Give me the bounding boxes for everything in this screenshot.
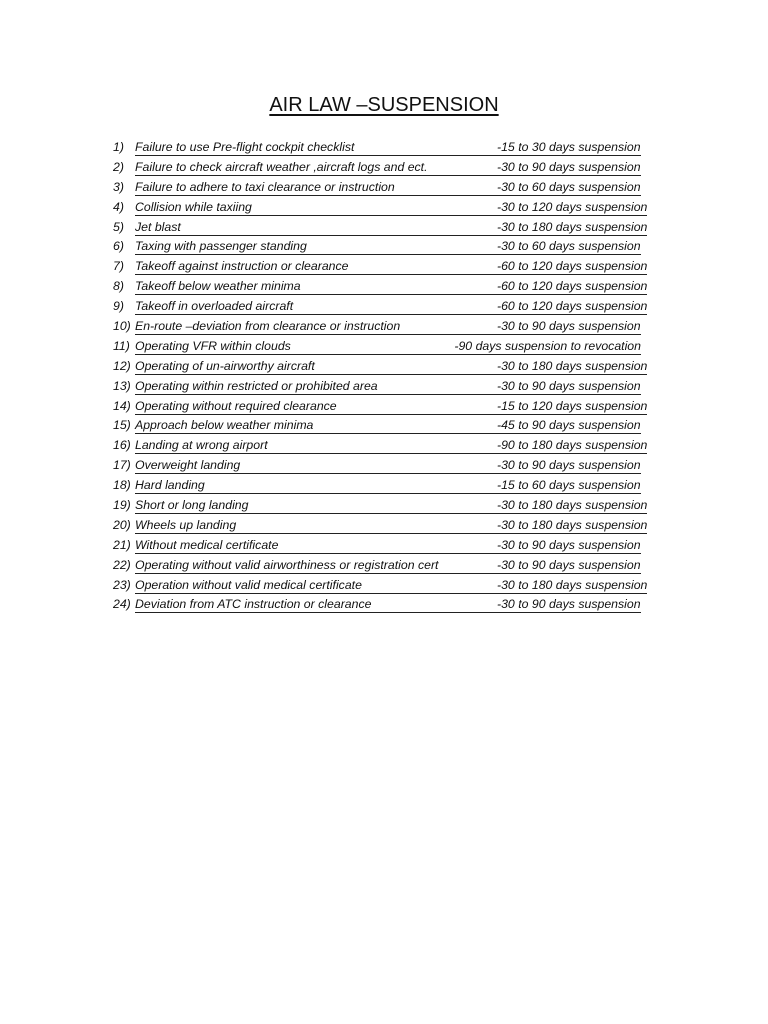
item-number: 6) — [113, 239, 124, 254]
item-number: 21) — [113, 537, 131, 552]
list-item — [0, 257, 768, 277]
item-penalty: -30 to 180 days suspension — [497, 517, 648, 532]
list-item — [0, 496, 768, 516]
item-number: 8) — [113, 279, 124, 294]
list-item — [0, 198, 768, 218]
item-number: 13) — [113, 378, 131, 393]
item-penalty: -30 to 90 days suspension — [497, 159, 641, 174]
list-item — [0, 436, 768, 456]
item-number: 15) — [113, 418, 131, 433]
item-penalty: -30 to 180 days suspension — [497, 498, 648, 513]
item-number: 24) — [113, 597, 131, 612]
list-item — [0, 138, 768, 158]
item-penalty: -30 to 90 days suspension — [497, 378, 641, 393]
list-item — [0, 556, 768, 576]
item-number: 17) — [113, 458, 131, 473]
document-title-text: AIR LAW –SUSPENSION — [269, 94, 499, 116]
item-penalty: -90 days suspension to revocation — [454, 338, 641, 353]
document-title — [0, 94, 768, 117]
item-description: Operating without valid airworthiness or registration cert — [135, 557, 439, 572]
item-number: 5) — [113, 219, 124, 234]
list-item — [0, 595, 768, 615]
item-number: 19) — [113, 498, 131, 513]
item-penalty: -60 to 120 days suspension — [497, 259, 648, 274]
item-description: Approach below weather minima — [135, 418, 314, 433]
item-number: 14) — [113, 398, 131, 413]
list-item — [0, 178, 768, 198]
item-number: 18) — [113, 478, 131, 493]
item-description: En-route –deviation from clearance or instruction — [135, 319, 401, 334]
item-description: Operating VFR within clouds — [135, 338, 291, 353]
item-description: Operating of un-airworthy aircraft — [135, 358, 315, 373]
item-penalty: -30 to 180 days suspension — [497, 358, 648, 373]
item-description: Without medical certificate — [135, 537, 279, 552]
item-number: 12) — [113, 358, 131, 373]
item-description: Short or long landing — [135, 498, 249, 513]
list-item — [0, 218, 768, 238]
item-number: 2) — [113, 159, 124, 174]
list-item — [0, 416, 768, 436]
item-description: Taxing with passenger standing — [135, 239, 307, 254]
item-penalty: -30 to 90 days suspension — [497, 319, 641, 334]
item-description: Deviation from ATC instruction or clearance — [135, 597, 372, 612]
item-description: Takeoff below weather minima — [135, 279, 301, 294]
item-penalty: -60 to 120 days suspension — [497, 279, 648, 294]
item-number: 3) — [113, 179, 124, 194]
item-description: Failure to use Pre-flight cockpit checklist — [135, 140, 355, 154]
item-number: 20) — [113, 517, 131, 532]
item-penalty: -30 to 60 days suspension — [497, 179, 641, 194]
item-description: Overweight landing — [135, 458, 241, 473]
item-description: Takeoff in overloaded aircraft — [135, 299, 294, 314]
list-item — [0, 397, 768, 417]
list-item — [0, 357, 768, 377]
item-description: Operation without valid medical certificate — [135, 577, 362, 592]
item-number: 11) — [113, 338, 130, 353]
item-number: 1) — [113, 140, 124, 154]
list-item — [0, 377, 768, 397]
item-description: Takeoff against instruction or clearance — [135, 259, 349, 274]
list-item — [0, 337, 768, 357]
list-item — [0, 237, 768, 257]
item-penalty: -30 to 90 days suspension — [497, 597, 641, 612]
item-penalty: -60 to 120 days suspension — [497, 299, 648, 314]
item-description: Failure to check aircraft weather ,aircraft logs and ect. — [135, 159, 428, 174]
list-item — [0, 516, 768, 536]
item-penalty: -30 to 90 days suspension — [497, 537, 641, 552]
item-number: 4) — [113, 199, 124, 214]
item-description: Landing at wrong airport — [135, 438, 268, 453]
list-item — [0, 476, 768, 496]
item-number: 16) — [113, 438, 131, 453]
item-description: Operating without required clearance — [135, 398, 337, 413]
item-penalty: -30 to 60 days suspension — [497, 239, 641, 254]
item-penalty: -15 to 30 days suspension — [497, 140, 641, 154]
item-penalty: -30 to 180 days suspension — [497, 219, 648, 234]
item-description: Wheels up landing — [135, 517, 237, 532]
list-item — [0, 297, 768, 317]
item-number: 9) — [113, 299, 124, 314]
item-penalty: -30 to 180 days suspension — [497, 577, 648, 592]
list-item — [0, 576, 768, 596]
item-penalty: -30 to 120 days suspension — [497, 199, 648, 214]
suspension-list — [0, 138, 768, 615]
item-description: Operating within restricted or prohibited area — [135, 378, 378, 393]
list-item — [0, 536, 768, 556]
item-number: 23) — [113, 577, 131, 592]
item-number: 7) — [113, 259, 124, 274]
item-description: Hard landing — [135, 478, 205, 493]
item-penalty: -30 to 90 days suspension — [497, 557, 641, 572]
item-description: Collision while taxiing — [135, 199, 252, 214]
item-penalty: -90 to 180 days suspension — [497, 438, 648, 453]
item-description: Jet blast — [135, 219, 181, 234]
list-item — [0, 456, 768, 476]
item-description: Failure to adhere to taxi clearance or instruction — [135, 179, 395, 194]
item-penalty: -15 to 60 days suspension — [497, 478, 641, 493]
list-item — [0, 277, 768, 297]
item-number: 10) — [113, 319, 131, 334]
list-item — [0, 158, 768, 178]
item-penalty: -30 to 90 days suspension — [497, 458, 641, 473]
item-penalty: -15 to 120 days suspension — [497, 398, 648, 413]
item-number: 22) — [113, 557, 131, 572]
item-penalty: -45 to 90 days suspension — [497, 418, 641, 433]
list-item — [0, 317, 768, 337]
